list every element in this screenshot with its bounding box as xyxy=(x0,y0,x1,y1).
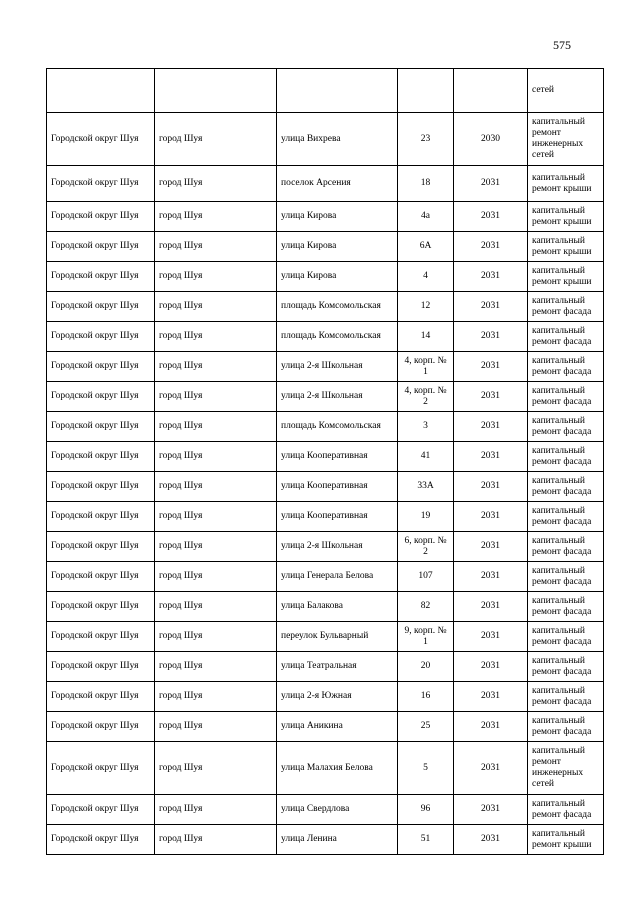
district-cell: Городской округ Шуя xyxy=(47,532,155,562)
year-cell: 2031 xyxy=(454,742,528,795)
work-type-cell: капитальный ремонт фасада xyxy=(528,682,604,712)
city-cell: город Шуя xyxy=(155,442,277,472)
house-cell: 82 xyxy=(398,592,454,622)
table-row xyxy=(47,292,604,322)
street-cell: переулок Бульварный xyxy=(277,622,398,652)
year-cell: 2031 xyxy=(454,352,528,382)
work-type-cell: капитальный ремонт фасада xyxy=(528,502,604,532)
city-cell: город Шуя xyxy=(155,202,277,232)
year-cell: 2031 xyxy=(454,442,528,472)
city-cell: город Шуя xyxy=(155,322,277,352)
city-cell: город Шуя xyxy=(155,562,277,592)
district-cell: Городской округ Шуя xyxy=(47,322,155,352)
work-type-cell: капитальный ремонт фасада xyxy=(528,795,604,825)
street-cell: улица Малахия Белова xyxy=(277,742,398,795)
street-cell xyxy=(277,69,398,113)
house-cell xyxy=(398,69,454,113)
year-cell: 2031 xyxy=(454,412,528,442)
city-cell: город Шуя xyxy=(155,502,277,532)
work-type-cell: капитальный ремонт фасада xyxy=(528,472,604,502)
house-cell: 6А xyxy=(398,232,454,262)
page-number: 575 xyxy=(553,38,571,52)
table-row xyxy=(47,382,604,412)
street-cell: улица Свердлова xyxy=(277,795,398,825)
table-row xyxy=(47,166,604,202)
street-cell: площадь Комсомольская xyxy=(277,292,398,322)
street-cell: улица Кирова xyxy=(277,262,398,292)
house-cell: 18 xyxy=(398,166,454,202)
year-cell: 2031 xyxy=(454,622,528,652)
street-cell: улица Вихрева xyxy=(277,113,398,166)
house-cell: 51 xyxy=(398,825,454,855)
house-cell: 6, корп. № 2 xyxy=(398,532,454,562)
district-cell xyxy=(47,69,155,113)
district-cell: Городской округ Шуя xyxy=(47,382,155,412)
street-cell: улица Кооперативная xyxy=(277,442,398,472)
work-type-cell: капитальный ремонт фасада xyxy=(528,352,604,382)
work-type-cell: капитальный ремонт фасада xyxy=(528,712,604,742)
table-row xyxy=(47,592,604,622)
work-type-cell: капитальный ремонт фасада xyxy=(528,292,604,322)
district-cell: Городской округ Шуя xyxy=(47,262,155,292)
city-cell: город Шуя xyxy=(155,795,277,825)
year-cell: 2031 xyxy=(454,382,528,412)
year-cell: 2031 xyxy=(454,232,528,262)
city-cell: город Шуя xyxy=(155,652,277,682)
street-cell: улица Кооперативная xyxy=(277,502,398,532)
city-cell: город Шуя xyxy=(155,262,277,292)
table-row xyxy=(47,472,604,502)
work-type-cell: капитальный ремонт крыши xyxy=(528,232,604,262)
table-row xyxy=(47,682,604,712)
city-cell: город Шуя xyxy=(155,622,277,652)
table-row xyxy=(47,113,604,166)
district-cell: Городской округ Шуя xyxy=(47,562,155,592)
table-row xyxy=(47,352,604,382)
district-cell: Городской округ Шуя xyxy=(47,652,155,682)
street-cell: улица 2-я Школьная xyxy=(277,382,398,412)
work-type-cell: капитальный ремонт крыши xyxy=(528,166,604,202)
work-type-cell: капитальный ремонт фасада xyxy=(528,652,604,682)
year-cell: 2031 xyxy=(454,472,528,502)
house-cell: 3 xyxy=(398,412,454,442)
house-cell: 25 xyxy=(398,712,454,742)
house-cell: 4, корп. № 2 xyxy=(398,382,454,412)
district-cell: Городской округ Шуя xyxy=(47,472,155,502)
district-cell: Городской округ Шуя xyxy=(47,352,155,382)
table-body xyxy=(47,69,604,855)
city-cell: город Шуя xyxy=(155,532,277,562)
work-type-cell: капитальный ремонт фасада xyxy=(528,532,604,562)
year-cell: 2031 xyxy=(454,712,528,742)
street-cell: улица Генерала Белова xyxy=(277,562,398,592)
table-row xyxy=(47,652,604,682)
district-cell: Городской округ Шуя xyxy=(47,682,155,712)
work-type-cell: капитальный ремонт фасада xyxy=(528,322,604,352)
work-type-cell: капитальный ремонт крыши xyxy=(528,262,604,292)
house-cell: 23 xyxy=(398,113,454,166)
city-cell: город Шуя xyxy=(155,113,277,166)
table-row xyxy=(47,412,604,442)
street-cell: улица Кирова xyxy=(277,202,398,232)
house-cell: 20 xyxy=(398,652,454,682)
city-cell: город Шуя xyxy=(155,712,277,742)
street-cell: улица Балакова xyxy=(277,592,398,622)
house-cell: 19 xyxy=(398,502,454,532)
district-cell: Городской округ Шуя xyxy=(47,292,155,322)
city-cell: город Шуя xyxy=(155,472,277,502)
district-cell: Городской округ Шуя xyxy=(47,412,155,442)
district-cell: Городской округ Шуя xyxy=(47,825,155,855)
table-row xyxy=(47,502,604,532)
house-cell: 14 xyxy=(398,322,454,352)
city-cell: город Шуя xyxy=(155,382,277,412)
table-row xyxy=(47,795,604,825)
street-cell: улица 2-я Южная xyxy=(277,682,398,712)
table-row xyxy=(47,202,604,232)
city-cell: город Шуя xyxy=(155,742,277,795)
table-row xyxy=(47,825,604,855)
year-cell: 2031 xyxy=(454,682,528,712)
table-row xyxy=(47,232,604,262)
year-cell xyxy=(454,69,528,113)
district-cell: Городской округ Шуя xyxy=(47,795,155,825)
city-cell: город Шуя xyxy=(155,352,277,382)
year-cell: 2031 xyxy=(454,592,528,622)
city-cell: город Шуя xyxy=(155,412,277,442)
street-cell: улица Кирова xyxy=(277,232,398,262)
year-cell: 2031 xyxy=(454,652,528,682)
district-cell: Городской округ Шуя xyxy=(47,742,155,795)
year-cell: 2031 xyxy=(454,322,528,352)
street-cell: площадь Комсомольская xyxy=(277,412,398,442)
district-cell: Городской округ Шуя xyxy=(47,202,155,232)
street-cell: улица Ленина xyxy=(277,825,398,855)
continuation-row xyxy=(47,69,604,113)
year-cell: 2031 xyxy=(454,825,528,855)
street-cell: улица Кооперативная xyxy=(277,472,398,502)
work-type-cell: капитальный ремонт фасада xyxy=(528,442,604,472)
city-cell: город Шуя xyxy=(155,682,277,712)
work-type-cell: капитальный ремонт фасада xyxy=(528,412,604,442)
work-type-cell: капитальный ремонт инженерных сетей xyxy=(528,742,604,795)
work-type-cell: капитальный ремонт крыши xyxy=(528,202,604,232)
house-cell: 33А xyxy=(398,472,454,502)
street-cell: улица Театральная xyxy=(277,652,398,682)
work-type-cell: капитальный ремонт фасада xyxy=(528,622,604,652)
city-cell: город Шуя xyxy=(155,232,277,262)
table-row xyxy=(47,322,604,352)
work-type-cell: капитальный ремонт фасада xyxy=(528,592,604,622)
house-cell: 4 xyxy=(398,262,454,292)
table-row xyxy=(47,562,604,592)
house-cell: 16 xyxy=(398,682,454,712)
year-cell: 2031 xyxy=(454,262,528,292)
house-cell: 12 xyxy=(398,292,454,322)
work-type-cell: капитальный ремонт фасада xyxy=(528,382,604,412)
city-cell: город Шуя xyxy=(155,592,277,622)
table-row xyxy=(47,742,604,795)
work-type-cell: капитальный ремонт инженерных сетей xyxy=(528,113,604,166)
year-cell: 2031 xyxy=(454,562,528,592)
house-cell: 4а xyxy=(398,202,454,232)
year-cell: 2031 xyxy=(454,795,528,825)
work-type-cell: капитальный ремонт фасада xyxy=(528,562,604,592)
table-row xyxy=(47,712,604,742)
year-cell: 2031 xyxy=(454,292,528,322)
table-row xyxy=(47,622,604,652)
year-cell: 2031 xyxy=(454,202,528,232)
house-cell: 9, корп. № 1 xyxy=(398,622,454,652)
street-cell: поселок Арсения xyxy=(277,166,398,202)
table-row xyxy=(47,532,604,562)
city-cell xyxy=(155,69,277,113)
house-cell: 41 xyxy=(398,442,454,472)
district-cell: Городской округ Шуя xyxy=(47,442,155,472)
table-row xyxy=(47,442,604,472)
year-cell: 2031 xyxy=(454,166,528,202)
street-cell: площадь Комсомольская xyxy=(277,322,398,352)
district-cell: Городской округ Шуя xyxy=(47,712,155,742)
street-cell: улица 2-я Школьная xyxy=(277,352,398,382)
district-cell: Городской округ Шуя xyxy=(47,232,155,262)
repair-schedule-table xyxy=(46,68,604,855)
district-cell: Городской округ Шуя xyxy=(47,113,155,166)
city-cell: город Шуя xyxy=(155,166,277,202)
year-cell: 2031 xyxy=(454,502,528,532)
house-cell: 107 xyxy=(398,562,454,592)
city-cell: город Шуя xyxy=(155,292,277,322)
district-cell: Городской округ Шуя xyxy=(47,592,155,622)
work-type-cell: капитальный ремонт крыши xyxy=(528,825,604,855)
table-row xyxy=(47,262,604,292)
district-cell: Городской округ Шуя xyxy=(47,502,155,532)
house-cell: 96 xyxy=(398,795,454,825)
street-cell: улица Аникина xyxy=(277,712,398,742)
street-cell: улица 2-я Школьная xyxy=(277,532,398,562)
year-cell: 2031 xyxy=(454,532,528,562)
city-cell: город Шуя xyxy=(155,825,277,855)
house-cell: 4, корп. № 1 xyxy=(398,352,454,382)
year-cell: 2030 xyxy=(454,113,528,166)
house-cell: 5 xyxy=(398,742,454,795)
district-cell: Городской округ Шуя xyxy=(47,166,155,202)
district-cell: Городской округ Шуя xyxy=(47,622,155,652)
work-type-cell: сетей xyxy=(528,69,604,113)
